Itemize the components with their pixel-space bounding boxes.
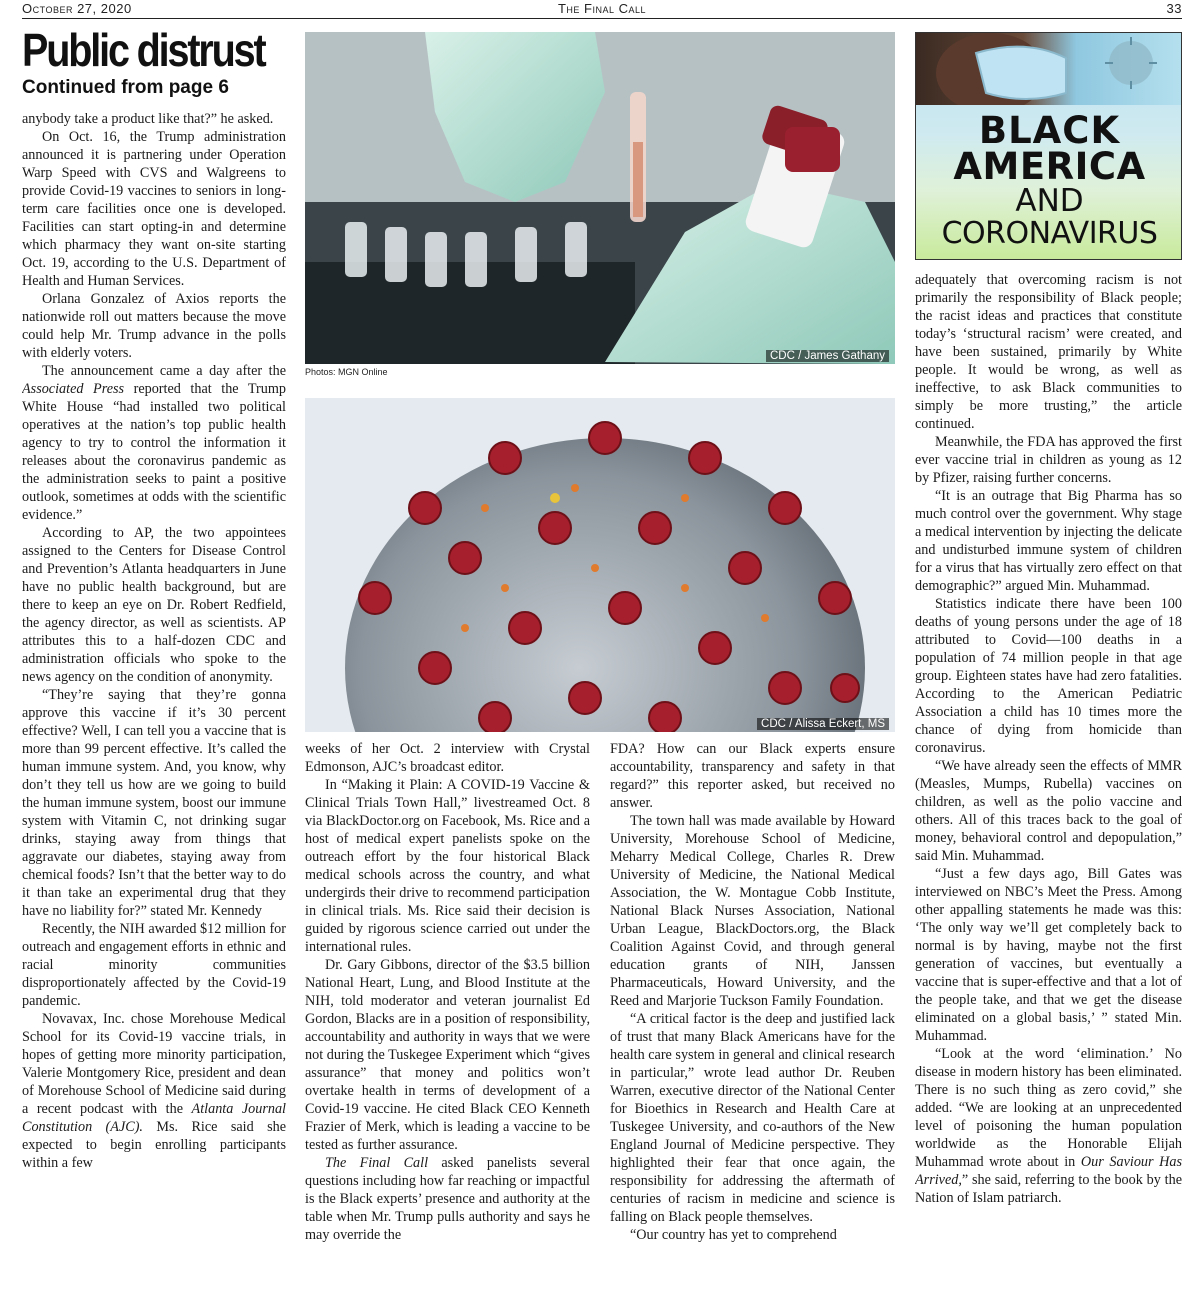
paragraph: The town hall was made available by Howard University, Morehouse School of Medicine, Meharry Medical College, Charles R. Drew University of Medicine, the National Medical Association, the W. Montague Cobb Institute, National Black Nurses Association, National Urban League, BlackDoctors.org, the Black Coalition Against Covid, and through general education grants of NIH, Janssen Pharmaceuticals, Howard University, and the Reed and Marjorie Tuckson Family Foundation.: [610, 813, 895, 1009]
text-run: Ms. Rice said she expected to begin enrolling participants within a few: [22, 1119, 286, 1171]
book-title: Our Saviour Has Arrived,: [915, 1154, 1182, 1188]
paragraph: [915, 1045, 1182, 1207]
publication-name: Associated Press: [22, 381, 125, 397]
paragraph: “A critical factor is the deep and justified lack of trust that many Black Americans have for the health care system in general and clinical research in particular,” wrote lead author Dr. Reuben Warren, executive director of the National Center for Bioethics in Research and Health Care at Tuskegee University, and co-authors of the New England Journal of Medicine perspective. They highlighted their fear that once again, the responsibility for addressing the aftermath of centuries of racism in medicine and science is falling on Black people themselves.: [610, 1011, 895, 1225]
paragraph: “We have already seen the effects of MMR (Measles, Mumps, Rubella) vaccines on children, as well as the polio vaccine and others. All of this traces back to the goal of money, behavioral control and depopulation,” said Min. Muhammad.: [915, 758, 1182, 864]
paragraph: Orlana Gonzalez of Axios reports the nationwide roll out matters because the move could help Mr. Trump advance in the polls with elderly voters.: [22, 291, 286, 361]
text-run: reported that the Trump White House “had installed two political operatives at the nation’s top public health agency to try to control the information it releases about the coronavirus pandemic as the administration seeks to paint a positive outlook, sometimes at odds with the scientific evidence.”: [22, 381, 286, 523]
paragraph: “Our country has yet to comprehend: [630, 1227, 837, 1243]
article-headline: Public distrust: [22, 24, 265, 76]
lab-photo-illustration: [305, 32, 895, 364]
paragraph: In “Making it Plain: A COVID-19 Vaccine & Clinical Trials Town Hall,” livestreamed Oct. 8 via BlackDoctor.org on Facebook, Ms. Rice and a host of medical expert panelists spoke on the outreach effort by the four historical Black medical schools across the country, and what undergirds their drive to recommend participation in clinical trials. Ms. Rice said their decision is guided by rigorous science carried out under the international rules.: [305, 777, 590, 955]
issue-date: October 27, 2020: [22, 1, 132, 16]
logo-text: BLACK: [978, 109, 1121, 152]
paragraph: weeks of her Oct. 2 interview with Crystal Edmonson, AJC’s broadcast editor.: [305, 741, 590, 775]
text-run: “Look at the word ‘elimination.’ No disease in modern history has been eliminated. There is no such thing as zero covid,” she added. “We are looking at an unprecedented level of poisoning the human population worldwide as the Honorable Elijah Muhammad wrote about in: [915, 1046, 1182, 1170]
photo-credit: CDC / James Gathany: [766, 350, 889, 362]
page-number: 33: [1166, 1, 1182, 16]
logo-text: CORONAVIRUS: [941, 216, 1158, 251]
logo-text: AND: [1015, 183, 1084, 219]
paragraph: Dr. Gary Gibbons, director of the $3.5 billion National Heart, Lung, and Blood Institute at the NIH, told moderator and veteran journalist Ed Gordon, Blacks are in a position of responsibility, accountability and authority in ways that we were not during the Tuskegee Experiment which “gives assurance” that money and politics won’t overtake health in terms of development of a Covid-19 vaccine. He cited Black CEO Kenneth Frazier of Merk, which is leading a vaccine to be tested as further assurance.: [305, 957, 590, 1153]
virus-photo: [305, 398, 895, 732]
black-america-coronavirus-logo: [915, 32, 1182, 260]
paragraph: [305, 1154, 590, 1244]
folio-bar: [22, 0, 1182, 18]
paragraph: Recently, the NIH awarded $12 million for outreach and engagement efforts in ethnic and racial minority communities disproportionately affected by the Covid-19 pandemic.: [22, 921, 286, 1009]
text-run: asked panelists several questions including how far reaching or impactful is the Black experts’ presence and authority at the table when Mr. Trump pulls authority and says he may override the: [305, 1155, 590, 1243]
photo-credit: CDC / Alissa Eckert, MS: [757, 718, 889, 730]
logo-photo-strip: [916, 33, 1182, 105]
masked-face-graphic: [916, 33, 1182, 105]
text-run: Novavax, Inc. chose Morehouse Medical School for its Covid-19 vaccine trials, in hopes of getting more minority participation, Valerie Montgomery Rice, president and dean of Morehouse School of Medicine said during a recent podcast with the: [22, 1011, 286, 1117]
article-column-1: [22, 110, 286, 1290]
paragraph: Meanwhile, the FDA has approved the first ever vaccine trial in children as young as 12 by Pfizer, raising further concerns.: [915, 434, 1182, 486]
article-column-4: [915, 271, 1182, 1291]
publication-name: Atlanta Journal Constitution (AJC).: [22, 1101, 286, 1135]
paragraph: “It is an outrage that Big Pharma has so much control over the government. Why stage a medical intervention by injecting the delicate and undisturbed immune system of children for a virus that has virtually zero effect on that demographic?” argued Min. Muhammad.: [915, 488, 1182, 594]
folio-divider: [22, 18, 1182, 19]
lab-photo: [305, 32, 895, 364]
article-column-3: [610, 740, 895, 1290]
paragraph: FDA? How can our Black experts ensure accountability, transparency and safety in that regard?” this reporter asked, but received no answer.: [610, 741, 895, 811]
text-run: ” she said, referring to the book by the Nation of Islam patriarch.: [915, 1172, 1182, 1206]
paragraph: “Just a few days ago, Bill Gates was interviewed on NBC’s Meet the Press. Among other appalling statements he made was this: ‘The only way we’ll get completely back to normal is by having, maybe not the first generation of vaccines, but eventually a vaccine that is super-effective and that a lot of the people take, and that we get the disease eliminated on a global basis,’ ” stated Min. Muhammad.: [915, 866, 1182, 1044]
paragraph: adequately that overcoming racism is not primarily the responsibility of Black people; the racist ideas and practices that constitute today’s ‘structural racism’ were created, and have been sustained, primarily by White people. It would be wrong, as well as ineffective, to ask Black communities to simply be more trusting,” the article continued.: [915, 272, 1182, 432]
article-column-2: [305, 740, 590, 1290]
publication-name: The Final Call: [325, 1155, 429, 1171]
newspaper-name: The Final Call: [557, 1, 647, 16]
coronavirus-illustration: [305, 398, 895, 732]
paragraph: anybody take a product like that?” he asked.: [22, 111, 274, 127]
photo-caption: Photos: MGN Online: [305, 367, 388, 377]
paragraph: [22, 1010, 286, 1172]
logo-text: AMERICA: [953, 145, 1146, 188]
paragraph: According to AP, the two appointees assigned to the Centers for Disease Control and Prevention’s Atlanta headquarters in June have no public health background, but are there to keep an eye on Dr. Robert Redfield, the agency director, as well as scientists. AP attributes this to a half-dozen CDC and administration officials who spoke to the news agency on the condition of anonymity.: [22, 525, 286, 685]
paragraph: “They’re saying that they’re gonna approve this vaccine if it’s 30 percent effective? Well, I can tell you a vaccine that is more than 99 percent effective. It’s called the human immune system. And, you know, why don’t they tell us how are we going to build the human immune system, boost our immune system with Vitamin C, not drinking sugar drinks, staying away from things that aggravate our diabetes, staying away from chemical foods? Isn’t that the better way to do it than take an experimental drug that they have no liability for?” stated Mr. Kennedy: [22, 687, 286, 919]
article-subhead: Continued from page 6: [22, 77, 229, 98]
paragraph: Statistics indicate there have been 100 deaths of young persons under the age of 18 attributed to Covid—100 deaths in a population of 74 million people in that age group. Eighteen states have had zero fatalities. According to the American Pediatric Association a child has 10 times more the chance of dying from homicide than coronavirus.: [915, 596, 1182, 756]
paragraph: [22, 362, 286, 524]
text-run: The announcement came a day after the: [42, 363, 286, 379]
paragraph: On Oct. 16, the Trump administration announced it is partnering under Operation Warp Speed with CVS and Walgreens to provide Covid-19 vaccines to seniors in long-term care facilities once one is developed. Facilities can start opting-in and determine which pharmacy they want on-site starting Oct. 19, according to the U.S. Department of Health and Human Services.: [22, 129, 286, 289]
